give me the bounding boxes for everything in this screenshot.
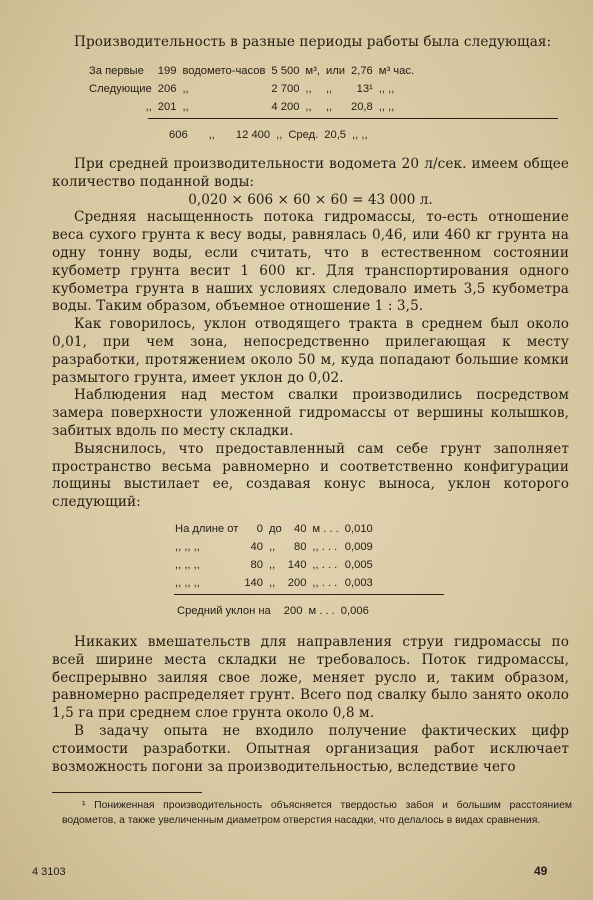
slope-to: 80 (293, 540, 307, 553)
paragraph-observations: Наблюдения над местом свалки производились посредством замера поверхности уложенной гидромассы от вершины колышков, забитых вдоль по месту складки. (52, 387, 569, 439)
slope-from: 0 (256, 522, 263, 535)
productivity-total-table (86, 121, 371, 144)
footnote-divider (52, 792, 202, 793)
table-row-total (86, 121, 371, 144)
slope-unit: ,, . . . (312, 558, 338, 571)
row-hours: 199 (157, 64, 177, 77)
total-rate: 20,5 (324, 128, 347, 141)
footnote: ¹ Пониженная производительность объясняется твердостью забоя и большим расстоянием водометов, а также увеличенным диаметром отверстия насадки, что делалось в видах сравнения. (62, 800, 572, 826)
slope-to: 40 (293, 522, 307, 535)
row-unit: ,, (182, 100, 189, 113)
total-runit: ,, ,, (352, 128, 368, 141)
slope-from: 140 (244, 576, 263, 589)
paragraph-distribution: Никаких вмешательств для направления струи гидромассы по всей ширине места складки не требовалось. Поток гидромассы, беспрерывно заиляя свое ложе, меняет русло и, таким образом, равномерно распределяет грунт. Всего под свалку было занято около 1,5 га при среднем слое грунта около 0,8 м. (52, 633, 569, 722)
slope-from: 80 (250, 558, 263, 571)
row-volume: 5 500 (271, 64, 300, 77)
slope-from: 40 (250, 540, 263, 553)
slope-to: 140 (287, 558, 307, 571)
avg-value: 0,006 (340, 604, 369, 617)
page-number: 49 (534, 864, 548, 878)
intro-paragraph: Производительность в разные периоды работы была следующая: (74, 34, 552, 50)
row-mid: ,, (325, 82, 333, 95)
row-mid: ,, (325, 100, 333, 113)
paragraph-slope: Как говорилось, уклон отводящего тракта в среднем был около 0,01, при чем зона, непосредственно прилегающая к месту разработки, протяжением около 50 м, куда попадают большие комки размытого грунта, имеет уклон до 0,02. (52, 316, 569, 386)
row-vunit: ,, (305, 100, 312, 113)
row-rate: 13¹ (356, 82, 373, 95)
slope-average-table (174, 597, 372, 620)
row-runit: ,, ,, (378, 82, 395, 95)
slope-label: ,, ,, ,, (175, 558, 200, 571)
slope-value: 0,010 (344, 522, 373, 535)
row-label: Следующие (89, 82, 152, 95)
total-hours: 606 (169, 128, 188, 141)
slope-label: ,, ,, ,, (175, 576, 200, 589)
avg-unit: м . . . (308, 604, 335, 617)
row-mid: или (325, 64, 345, 77)
slope-divider (174, 594, 444, 595)
slope-sep: до (269, 522, 282, 535)
row-runit: м³ час. (378, 64, 415, 77)
table-row-average (174, 597, 372, 620)
total-vunit: ,, (276, 128, 283, 141)
row-label: ,, (145, 100, 152, 113)
row-unit: водомето-часов (182, 64, 266, 77)
table-row (86, 80, 417, 98)
table-row (172, 520, 376, 538)
table-divider (148, 118, 558, 119)
row-volume: 4 200 (271, 100, 300, 113)
table-row (172, 556, 376, 574)
row-rate: 20,8 (350, 100, 373, 113)
row-hours: 206 (157, 82, 177, 95)
row-volume: 2 700 (271, 82, 300, 95)
row-vunit: м³, (305, 64, 320, 77)
row-runit: ,, ,, (378, 100, 395, 113)
avg-to: 200 (283, 604, 303, 617)
slope-sep: ,, (269, 576, 276, 589)
slope-unit: ,, . . . (312, 540, 338, 553)
slope-unit: м . . . (312, 522, 339, 535)
total-unit: ,, (208, 128, 215, 141)
total-volume: 12 400 (235, 128, 271, 141)
row-unit: ,, (182, 82, 189, 95)
formula: 0,020 × 606 × 60 × 60 = 43 000 л. (188, 192, 433, 209)
printer-signature: 4 3103 (32, 866, 66, 878)
slope-sep: ,, (269, 540, 276, 553)
row-label: За первые (89, 64, 144, 77)
paragraph-cone: Выяснилось, что предоставленный сам себе грунт заполняет пространство весьма равномерно и соответственно конфигурации лощины выстилает ее, создавая конус выноса, уклон которого следующий: (52, 440, 569, 511)
paragraph-water-volume: При средней производительности водомета 20 л/сек. имеем общее количество поданной воды: (52, 155, 569, 190)
slope-sep: ,, (269, 558, 276, 571)
table-row (86, 98, 417, 116)
row-rate: 2,76 (350, 64, 373, 77)
slope-value: 0,005 (344, 558, 373, 571)
slope-table (172, 520, 376, 592)
paragraph-cost: В задачу опыта не входило получение фактических цифр стоимости разработки. Опытная организация работ исключает возможность погони за производительностью, вследствие чего (52, 722, 569, 775)
slope-value: 0,009 (344, 540, 373, 553)
row-hours: 201 (157, 100, 177, 113)
slope-to: 200 (287, 576, 307, 589)
paragraph-saturation: Средняя насыщенность потока гидромассы, то-есть отношение веса сухого грунта к весу воды, равнялась 0,46, или 460 кг грунта на одну тонну воды, если считать, что в естественном состоянии кубометр грунта весит 1 600 кг. Для транспортирования одного кубометра грунта в наших условиях следовало иметь 3,5 кубометра воды. Таким образом, объемное отношение 1 : 3,5. (52, 209, 569, 315)
table-row (172, 538, 376, 556)
total-mid: Сред. (288, 128, 319, 141)
productivity-table (86, 62, 417, 116)
table-row (172, 574, 376, 592)
slope-label: ,, ,, ,, (175, 540, 200, 553)
avg-label: Средний уклон на (177, 604, 271, 617)
slope-unit: ,, . . . (312, 576, 338, 589)
slope-value: 0,003 (344, 576, 373, 589)
table-row (86, 62, 417, 80)
slope-label: На длине от (175, 522, 239, 535)
row-vunit: ,, (305, 82, 312, 95)
